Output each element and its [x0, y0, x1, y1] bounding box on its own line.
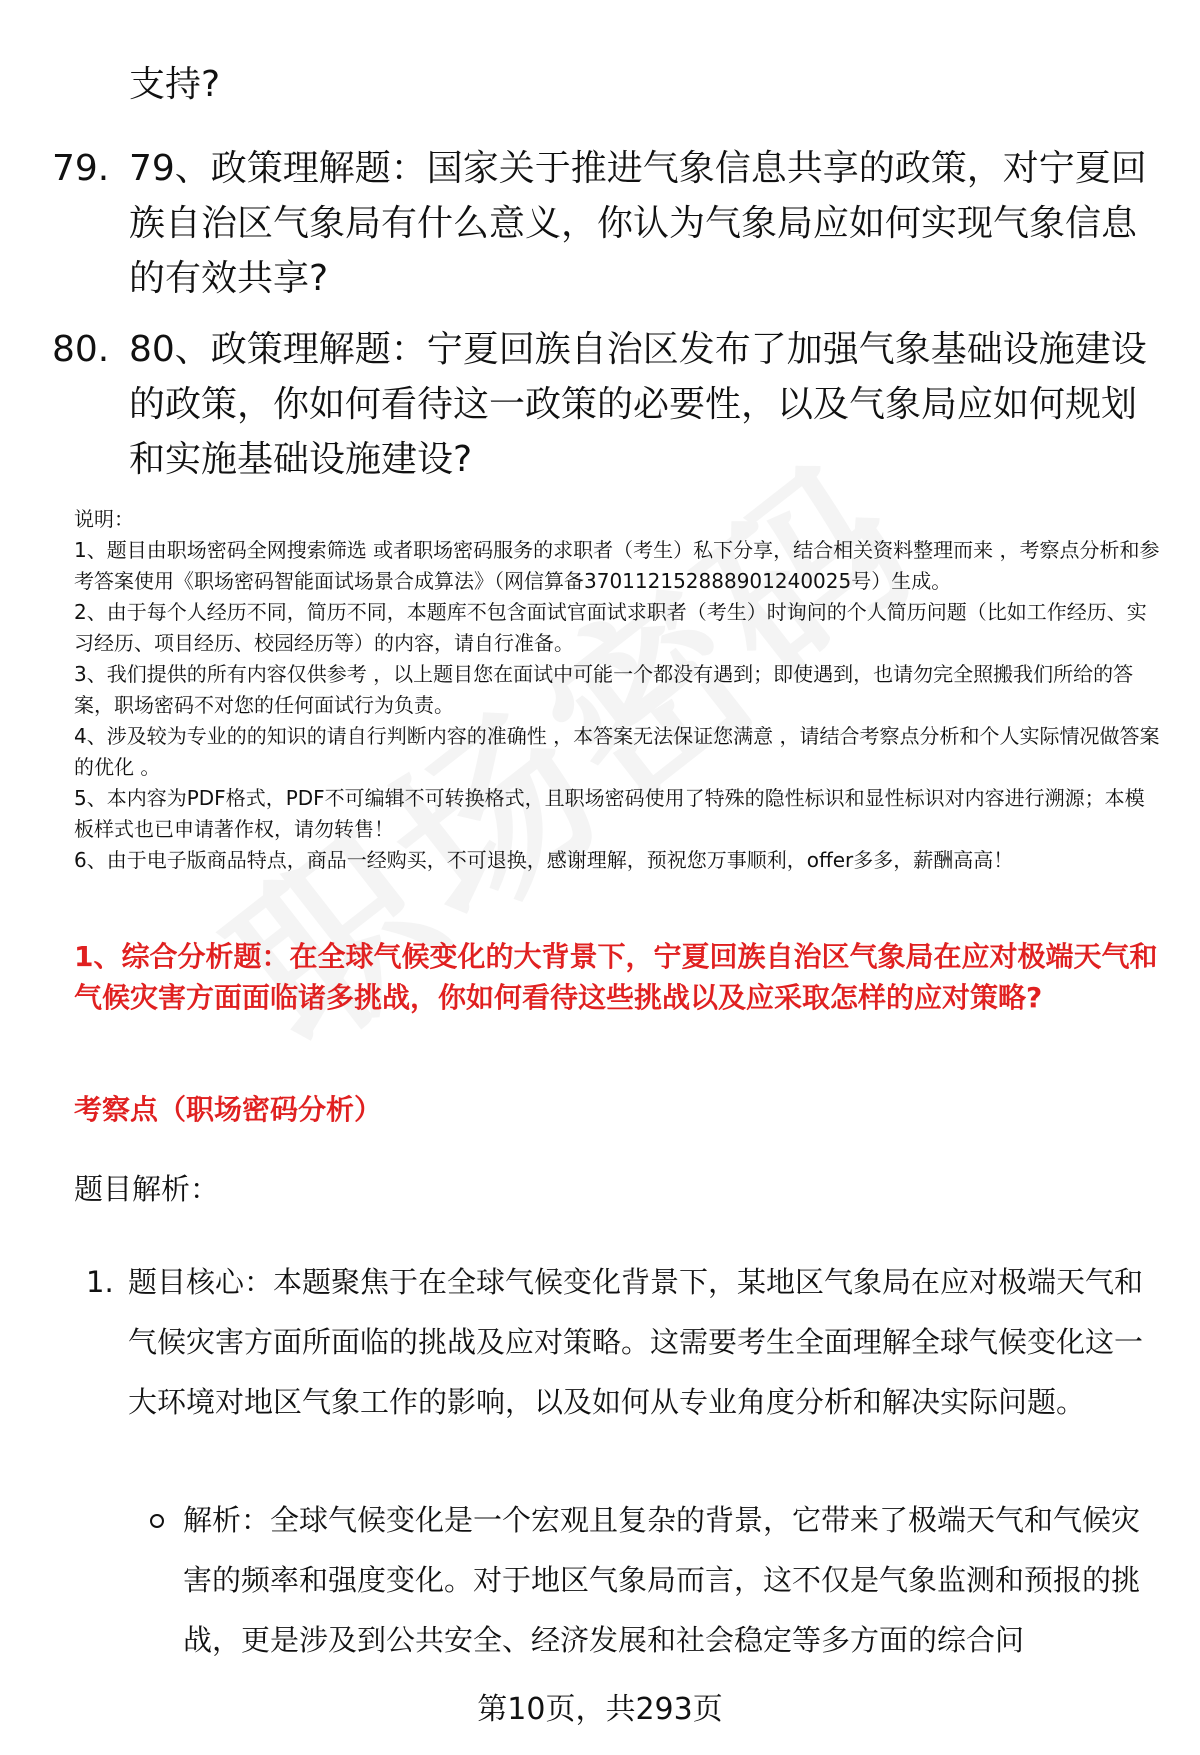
note-item: 5、本内容为PDF格式，PDF不可编辑不可转换格式，且职场密码使用了特殊的隐性标识和显性标识对内容进行溯源；本模板样式也已申请著作权，请勿转售！	[74, 786, 1145, 841]
question-item-80	[52, 322, 1162, 487]
question-title: 1、综合分析题：在全球气候变化的大背景下，宁夏回族自治区气象局在应对极端天气和气候灾害方面面临诸多挑战，你如何看待这些挑战以及应采取怎样的应对策略?	[74, 940, 1158, 1014]
sub-list-item-text: 解析：全球气候变化是一个宏观且复杂的背景，它带来了极端天气和气候灾害的频率和强度变化。对于地区气象局而言，这不仅是气象监测和预报的挑战，更是涉及到公共安全、经济发展和社会稳定等多方面的综合问	[183, 1503, 1141, 1657]
question-number: 79.	[52, 148, 110, 189]
analysis-list-item	[86, 1252, 1166, 1432]
question-number: 80.	[52, 329, 110, 370]
note-item: 4、涉及较为专业的的知识的请自行判断内容的准确性 ，本答案无法保证您满意 ，请结合考察点分析和个人实际情况做答案的优化 。	[74, 724, 1160, 779]
page-footer: 第10页，共293页	[477, 1692, 723, 1727]
prev-question-tail-text: 支持?	[129, 64, 221, 105]
exam-point-heading: 考察点（职场密码分析）	[74, 1093, 383, 1126]
note-item: 6、由于电子版商品特点，商品一经购买，不可退换，感谢理解，预祝您万事顺利，offer多多，薪酬高高！	[74, 848, 1014, 872]
list-item-text: 题目核心：本题聚焦于在全球气候变化背景下，某地区气象局在应对极端天气和气候灾害方面所面临的挑战及应对策略。这需要考生全面理解全球气候变化这一大环境对地区气象工作的影响，以及如何从专业角度分析和解决实际问题。	[128, 1265, 1144, 1419]
notes-heading: 说明：	[74, 507, 134, 531]
question-item-79	[52, 141, 1162, 306]
sub-list-item	[150, 1490, 1165, 1670]
list-item-number: 1.	[86, 1265, 114, 1299]
prev-question-tail	[52, 57, 1162, 112]
circle-bullet-icon	[150, 1514, 164, 1528]
note-item: 3、我们提供的所有内容仅供参考 ，以上题目您在面试中可能一个都没有遇到；即使遇到，也请勿完全照搬我们所给的答案，职场密码不对您的任何面试行为负责。	[74, 662, 1134, 717]
analysis-heading: 题目解析：	[74, 1172, 220, 1206]
question-text: 79、政策理解题：国家关于推进气象信息共享的政策，对宁夏回族自治区气象局有什么意义，你认为气象局应如何实现气象信息的有效共享?	[129, 148, 1147, 299]
note-item: 1、题目由职场密码全网搜索筛选 或者职场密码服务的求职者（考生）私下分享，结合相关资料整理而来 ，考察点分析和参考答案使用《职场密码智能面试场景合成算法》（网信算备370112152888901240025号）生成。	[74, 538, 1160, 593]
notes-section	[74, 504, 1164, 876]
note-item: 2、由于每个人经历不同，简历不同，本题库不包含面试官面试求职者（考生）时询问的个人简历问题（比如工作经历、实习经历、项目经历、校园经历等）的内容，请自行准备。	[74, 600, 1147, 655]
question-text: 80、政策理解题：宁夏回族自治区发布了加强气象基础设施建设的政策，你如何看待这一政策的必要性，以及气象局应如何规划和实施基础设施建设?	[129, 329, 1147, 480]
